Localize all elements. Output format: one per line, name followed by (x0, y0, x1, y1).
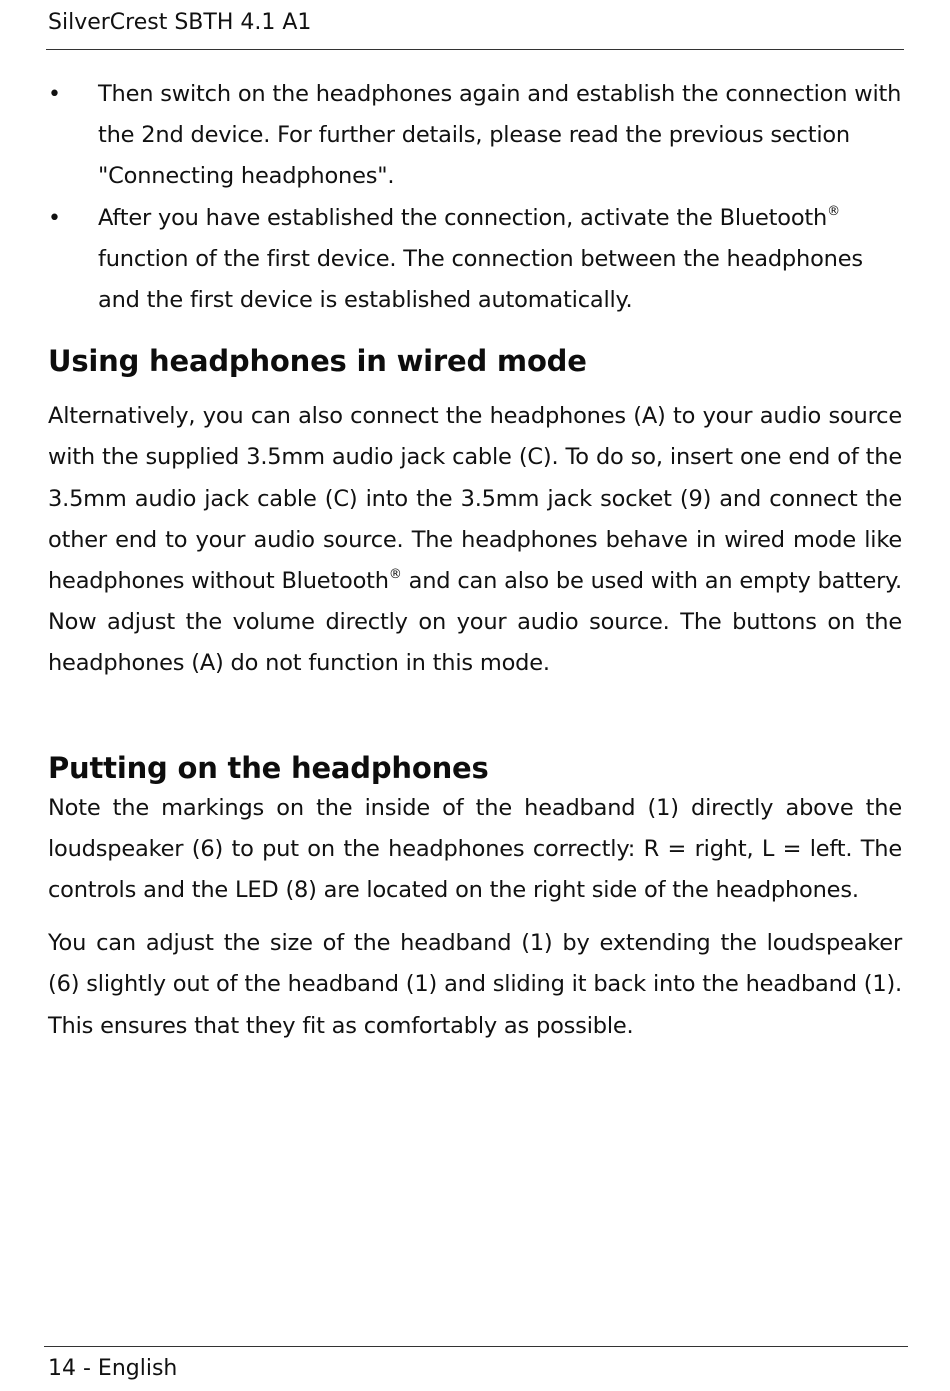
running-header: SilverCrest SBTH 4.1 A1 (48, 10, 312, 35)
section-heading-wired-mode: Using headphones in wired mode (48, 344, 587, 379)
registered-mark: ® (827, 203, 840, 219)
paragraph-text-part: and can also be used with an empty battery. Now adjust the volume directly on your audio source. The buttons on the headphones (A) do not function in this mode. (48, 568, 903, 677)
putting-on-paragraph-2: You can adjust the size of the headband (1) by extending the loudspeaker (6) slightly out of the headband (1) and sliding it back into the headband (1). This ensures that they fit as comfortably as possible. (48, 930, 902, 1039)
page-body (48, 74, 902, 1047)
list-item (48, 74, 902, 198)
registered-mark: ® (388, 567, 402, 583)
footer-rule (44, 1346, 908, 1347)
bullet-marker: • (48, 205, 61, 231)
list-item-text: Then switch on the headphones again and establish the connection with the 2nd device. For further details, please read the previous section "Connecting headphones". (98, 81, 902, 190)
list-item (48, 198, 902, 322)
list-item-text-part: function of the first device. The connection between the headphones and the first device is established automatically. (98, 245, 863, 314)
paragraph-text-part: Alternatively, you can also connect the headphones (A) to your audio source with the supplied 3.5mm audio jack cable (C). To do so, insert one end of the 3.5mm audio jack cable (C) into the 3.5mm jack socket (9) and connect the other end to your audio source. The headphones behave in wired mode like headphones without Bluetooth (48, 403, 902, 595)
section-heading-putting-on: Putting on the headphones (48, 750, 489, 785)
page-footer: 14 - English (48, 1356, 178, 1381)
header-rule (46, 49, 904, 50)
list-item-text-part: After you have established the connection, activate the Bluetooth (98, 204, 828, 231)
bullet-marker: • (48, 82, 61, 107)
putting-on-paragraph-1: Note the markings on the inside of the headband (1) directly above the loudspeaker (6) to put on the headphones correctly: R = right, L = left. The controls and the LED (8) are located on the right side of the headphones. (48, 794, 902, 904)
bullet-list (48, 74, 902, 321)
wired-mode-paragraph (48, 396, 902, 684)
list-item-text (98, 205, 863, 313)
